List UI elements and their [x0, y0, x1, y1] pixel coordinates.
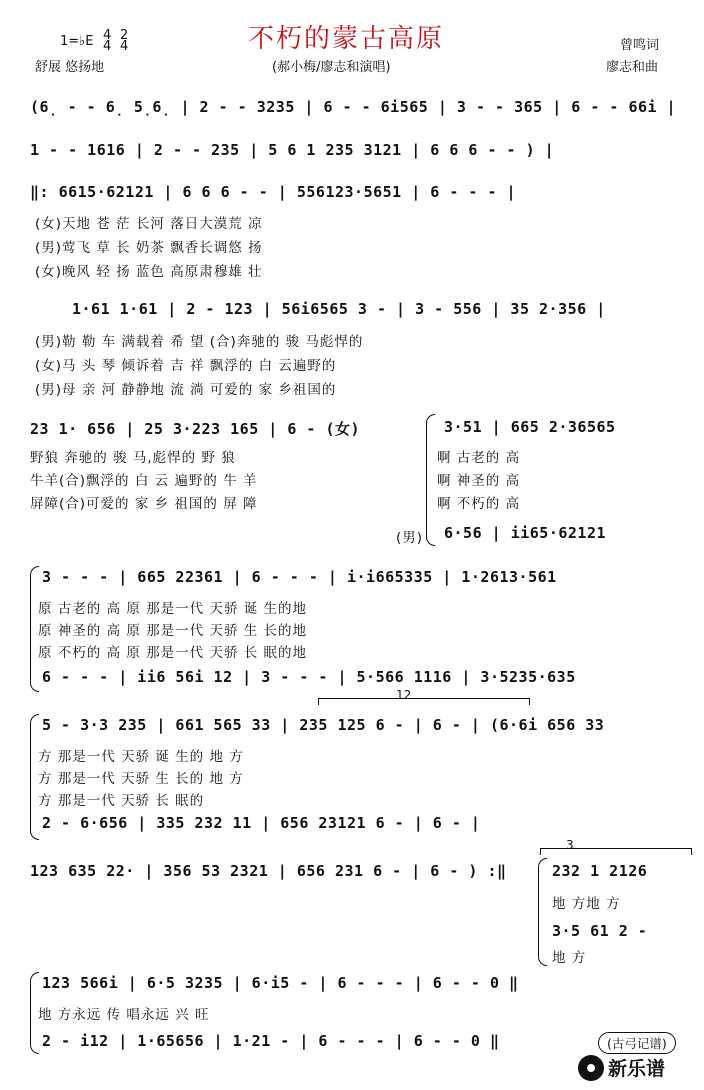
section6-music: 123 635 22· | 356 53 2321 | 656 231 6 - | 6 - ) :‖: [30, 862, 507, 880]
key-signature: 1=♭E: [60, 34, 94, 49]
male-part-music: 6·56 | ii65·62121: [444, 524, 607, 542]
verse1-lyric-2: (男)莺飞 草 长 奶茶 飘香长调悠 扬: [35, 240, 263, 256]
section5-low-part: 2 - 6·656 | 335 232 11 | 656 23121 6 - | 6 - |: [42, 814, 481, 832]
composer: 廖志和曲: [606, 60, 659, 75]
ending-mark-3: 3: [566, 838, 574, 852]
transcriber-credit: (古弓记谱): [598, 1032, 676, 1054]
verse2-lyric-3: (男)母 亲 河 静静地 流 淌 可爱的 家 乡祖国的: [35, 382, 337, 398]
verse2-lyric-2: (女)马 头 琴 倾诉着 吉 祥 飘浮的 白 云遍野的: [35, 358, 337, 374]
section4-music: 3 - - - | 665 22361 | 6 - - - | i·i665335 | 1·2613·561: [42, 568, 557, 586]
female-lyric-3: 啊 不朽的 高: [437, 496, 521, 512]
section5-lyric-2: 方 那是一代 天骄 生 长的 地 方: [38, 771, 244, 787]
section4-low-part: 6 - - - | ii6 56i 12 | 3 - - - | 5·566 1116 | 3·5235·635: [42, 668, 576, 686]
verse2-music: 1·61 1·61 | 2 - 123 | 56i6565 3 - | 3 - 556 | 35 2·356 |: [72, 300, 606, 318]
verse1-lyric-1: (女)天地 苍 茫 长河 落日大漠荒 凉: [35, 216, 263, 232]
verse3-lyric-2: 牛羊(合)飘浮的 白 云 遍野的 牛 羊: [30, 473, 258, 489]
section4-lyric-1: 原 古老的 高 原 那是一代 天骄 诞 生的地: [38, 601, 308, 617]
time1-denominator: 4: [103, 39, 112, 54]
ending-lower-lyric: 地 方: [552, 950, 587, 966]
female-lyric-1: 啊 古老的 高: [437, 450, 521, 466]
verse3-music: 23 1· 656 | 25 3·223 165 | 6 - (女): [30, 420, 361, 438]
intro-line-1: (6̣ - - 6̣ 5̣6̣ | 2 - - 3235 | 6 - - 6i565 | 3 - - 365 | 6 - - 66i |: [30, 98, 677, 116]
site-logo[interactable]: [578, 1054, 665, 1081]
section7-lyric: 地 方永远 传 唱永远 兴 旺: [38, 1007, 210, 1023]
ending-bracket-3: [540, 848, 692, 855]
ending-upper-lyric: 地 方地 方: [552, 896, 621, 912]
section4-lyric-3: 原 不朽的 高 原 那是一代 天骄 长 眠的地: [38, 645, 308, 661]
ending-upper-music: 232 1 2126: [552, 862, 648, 880]
female-part-music: 3·51 | 665 2·36565: [444, 418, 616, 436]
time-signature-2: [120, 30, 128, 52]
time1-numerator: 4: [103, 28, 112, 43]
verse1-lyric-3: (女)晚风 轻 扬 蓝色 高原肃穆雄 壮: [35, 264, 263, 280]
duet-brace: [426, 414, 435, 546]
performers: (郝小梅/廖志和演唱): [272, 60, 391, 75]
time2-numerator: 2: [120, 28, 129, 43]
male-part-label: (男): [396, 530, 424, 546]
verse2-lyric-1: (男)勒 勒 车 满载着 希 望 (合)奔驰的 骏 马彪悍的: [35, 334, 364, 350]
ending-lower-music: 3·5 61 2 -: [552, 922, 648, 940]
logo-text: 新乐谱: [608, 1058, 666, 1080]
time2-denominator: 4: [120, 39, 129, 54]
tempo-marking: 舒展 悠扬地: [35, 60, 105, 75]
page-title: 不朽的蒙古高原: [248, 24, 445, 54]
lyricist: 曾鸣词: [620, 38, 660, 53]
female-lyric-2: 啊 神圣的 高: [437, 473, 521, 489]
time-signature-1: [103, 30, 111, 52]
section5-lyric-1: 方 那是一代 天骄 诞 生的 地 方: [38, 749, 244, 765]
verse3-lyric-3: 屏障(合)可爱的 家 乡 祖国的 屏 障: [30, 496, 258, 512]
section5-lyric-3: 方 那是一代 天骄 长 眠的: [38, 793, 205, 809]
ending-brace: [538, 858, 547, 966]
section7-low-part: 2 - i12 | 1·65656 | 1·21 - | 6 - - - | 6 - - 0 ‖: [42, 1032, 500, 1050]
section5-music: 5 - 3·3 235 | 661 565 33 | 235 125 6 - | 6 - | (6·6i 656 33: [42, 716, 605, 734]
verse3-lyric-1: 野狼 奔驰的 骏 马,彪悍的 野 狼: [30, 450, 236, 466]
ending-bracket-12: [318, 698, 530, 705]
intro-line-2: 1 - - 1616 | 2 - - 235 | 5 6 1 235 3121 | 6 6 6 - - ) |: [30, 141, 555, 159]
section4-lyric-2: 原 神圣的 高 原 那是一代 天骄 生 长的地: [38, 623, 308, 639]
record-disc-icon: [578, 1055, 604, 1081]
ending-mark-12: 12: [396, 688, 412, 702]
section7-music: 123 566i | 6·5 3235 | 6·i5 - | 6 - - - | 6 - - 0 ‖: [42, 974, 519, 992]
verse1-music: ‖: 6615·62121 | 6 6 6 - - | 556123·5651 | 6 - - - |: [30, 183, 517, 201]
